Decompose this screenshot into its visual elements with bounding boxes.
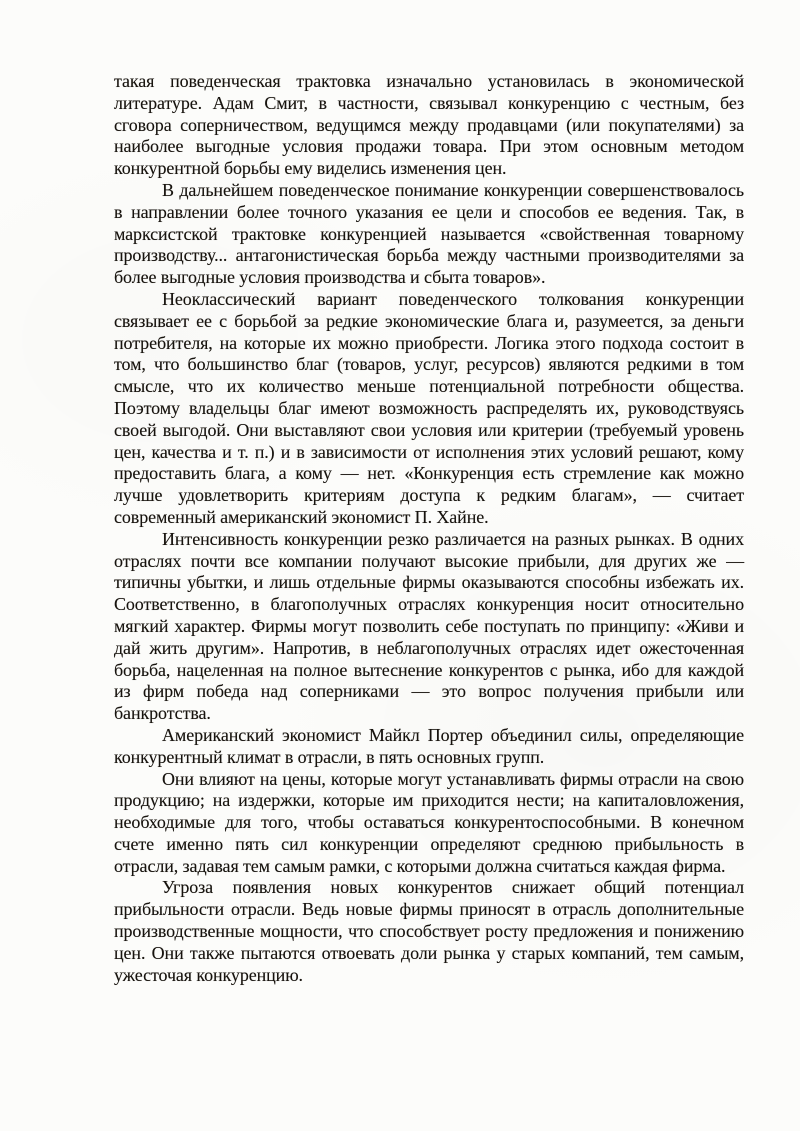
paragraph: Американский экономист Майкл Портер объединил силы, определяющие конкурентный климат в отрасли, в пять основных групп.	[114, 724, 744, 767]
paragraph: Интенсивность конкуренции резко различается на разных рынках. В одних отраслях почти все компании получают высокие прибыли, для других же — типичны убытки, и лишь отдельные фирмы оказываются способны избежать их. Соответственно, в благополучных отраслях конкуренция носит относительно мягкий характер. Фирмы могут позволить себе поступать по принципу: «Живи и дай жить другим». Напротив, в неблагополучных отраслях идет ожесточенная борьба, нацеленная на полное вытеснение конкурентов с рынка, ибо для каждой из фирм победа над соперниками — это вопрос получения прибыли или банкротства.	[114, 528, 744, 724]
paragraph: Угроза появления новых конкурентов снижает общий потенциал прибыльности отрасли. Ведь новые фирмы приносят в отрасль дополнительные производственные мощности, что способствует росту предложения и понижению цен. Они также пытаются отвоевать доли рынка у старых компаний, тем самым, ужесточая конкуренцию.	[114, 877, 744, 985]
paragraph: Они влияют на цены, которые могут устанавливать фирмы отрасли на свою продукцию; на издержки, которые им приходится нести; на капиталовложения, необходимые для того, чтобы оставаться конкурентоспособными. В конечном счете именно пять сил конкуренции определяют среднюю прибыльность в отрасли, задавая тем самым рамки, с которыми должна считаться каждая фирма.	[114, 768, 744, 876]
text-block	[114, 71, 744, 986]
paragraph: В дальнейшем поведенческое понимание конкуренции совершенствовалось в направлении более точного указания ее цели и способов ее ведения. Так, в марксистской трактовке конкуренцией называется «свойственная товарному производству... антагонистическая борьба между частными производителями за более выгодные условия производства и сбыта товаров».	[114, 179, 744, 288]
paragraph-continuation: такая поведенческая трактовка изначально установилась в экономической литературе. Адам Смит, в частности, связывал конкуренцию с честным, без сговора соперничеством, ведущимся между продавцами (или покупателями) за наиболее выгодные условия продажи товара. При этом основным методом конкурентной борьбы ему виделись изменения цен.	[114, 71, 744, 179]
paragraph: Неоклассический вариант поведенческого толкования конкуренции связывает ее с борьбой за редкие экономические блага и, разумеется, за деньги потребителя, на которые их можно приобрести. Логика этого подхода состоит в том, что большинство благ (товаров, услуг, ресурсов) являются редкими в том смысле, что их количество меньше потенциальной потребности общества. Поэтому владельцы благ имеют возможность распределять их, руководствуясь своей выгодой. Они выставляют свои условия или критерии (требуемый уровень цен, качества и т. п.) и в зависимости от исполнения этих условий решают, кому предоставить блага, а кому — нет. «Конкуренция есть стремление как можно лучше удовлетворить критериям доступа к редким благам», — считает современный американский экономист П. Хайне.	[114, 288, 744, 527]
